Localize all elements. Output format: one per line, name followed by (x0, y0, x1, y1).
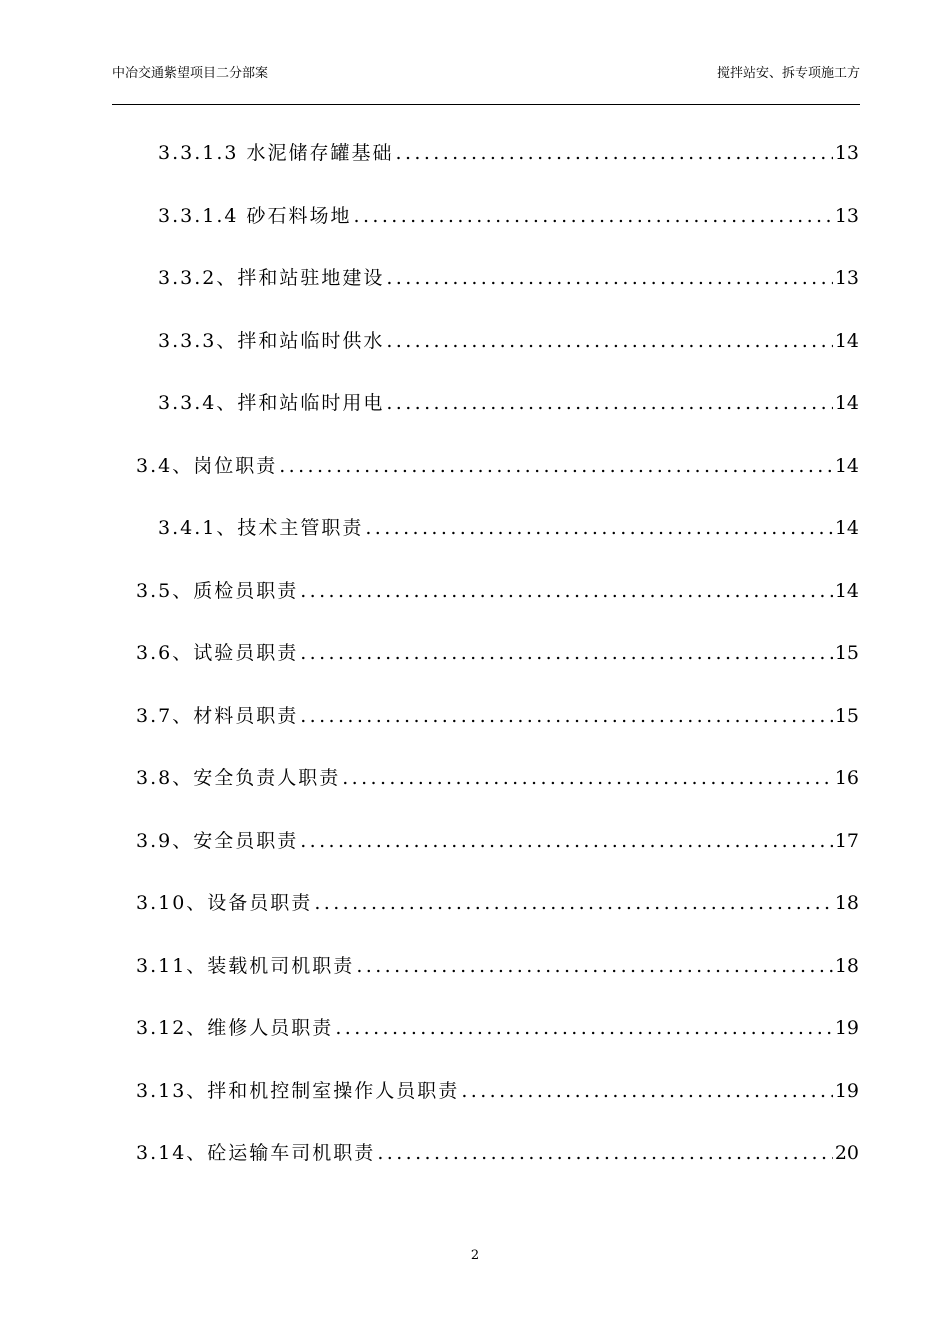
toc-entry[interactable] (136, 828, 859, 854)
toc-entry[interactable] (136, 703, 859, 729)
toc-dot-leader (377, 1140, 833, 1166)
toc-entry-page: 14 (834, 579, 859, 602)
page-number: 2 (470, 1248, 480, 1263)
toc-entry-label: 3.12、维修人员职责 (136, 1017, 334, 1039)
toc-entry-page: 16 (834, 767, 859, 789)
toc-dot-leader (386, 328, 832, 354)
toc-dot-leader (300, 703, 833, 729)
toc-dot-leader (354, 203, 833, 229)
toc-dot-leader (356, 953, 833, 979)
toc-entry-page: 15 (834, 642, 859, 664)
toc-entry[interactable] (136, 640, 859, 666)
toc-entry[interactable] (136, 890, 859, 916)
toc-dot-leader (386, 390, 832, 416)
toc-dot-leader (314, 890, 833, 916)
toc-entry-label: 3.3.1.4 砂石料场地 (158, 204, 352, 227)
toc-entry-page: 19 (834, 1079, 859, 1102)
toc-entry-page: 14 (834, 392, 859, 414)
toc-dot-leader (396, 140, 833, 166)
toc-entry[interactable] (158, 515, 859, 541)
toc-entry-page: 14 (834, 329, 859, 352)
toc-entry-label: 3.3.1.3 水泥储存罐基础 (158, 142, 394, 164)
toc-entry-label: 3.4、岗位职责 (136, 454, 278, 477)
toc-dot-leader (300, 578, 833, 604)
toc-entry-label: 3.3.3、拌和站临时供水 (158, 329, 385, 352)
toc-entry-page: 13 (834, 142, 859, 164)
toc-entry-page: 14 (834, 454, 859, 477)
toc-dot-leader (461, 1078, 833, 1104)
toc-entry-page: 17 (834, 829, 859, 852)
toc-entry-label: 3.5、质检员职责 (136, 579, 299, 602)
toc-entry-label: 3.3.2、拌和站驻地建设 (158, 267, 385, 289)
toc-dot-leader (279, 453, 833, 479)
toc-entry-label: 3.3.4、拌和站临时用电 (158, 392, 385, 414)
toc-entry[interactable] (158, 265, 859, 291)
toc-entry[interactable] (136, 578, 859, 604)
toc-entry[interactable] (158, 390, 859, 416)
toc-dot-leader (300, 640, 833, 666)
toc-entry[interactable] (136, 453, 859, 479)
toc-entry-page: 18 (834, 892, 859, 914)
toc-entry-page: 18 (834, 954, 859, 977)
toc-entry-label: 3.13、拌和机控制室操作人员职责 (136, 1079, 460, 1102)
toc-dot-leader (386, 265, 832, 291)
toc-entry-label: 3.9、安全员职责 (136, 829, 299, 852)
toc-dot-leader (300, 828, 833, 854)
toc-dot-leader (365, 515, 832, 541)
toc-entry-label: 3.11、装载机司机职责 (136, 954, 355, 977)
toc-dot-leader (342, 765, 833, 791)
toc-entry-label: 3.7、材料员职责 (136, 704, 299, 727)
toc-entry[interactable] (136, 1015, 859, 1041)
toc-dot-leader (335, 1015, 833, 1041)
header-project-name: 中冶交通紫望项目二分部案 (112, 66, 269, 81)
toc-entry-page: 20 (834, 1142, 859, 1164)
toc-entry[interactable] (136, 1078, 859, 1104)
toc-entry[interactable] (158, 328, 859, 354)
toc-entry[interactable] (136, 1140, 859, 1166)
toc-entry-label: 3.10、设备员职责 (136, 892, 313, 914)
header-document-title: 搅拌站安、拆专项施工方 (716, 66, 860, 81)
toc-entry-page: 19 (834, 1017, 859, 1039)
toc-entry[interactable] (158, 203, 859, 229)
toc-entry-label: 3.14、砼运输车司机职责 (136, 1142, 376, 1164)
toc-entry-page: 15 (834, 704, 859, 727)
page-header (112, 66, 860, 105)
toc-entry-label: 3.8、安全负责人职责 (136, 767, 341, 789)
toc-entry-page: 13 (834, 204, 859, 227)
toc-entry[interactable] (158, 140, 859, 166)
toc-entry-page: 13 (834, 267, 859, 289)
toc-entry-label: 3.6、试验员职责 (136, 642, 299, 664)
toc-entry[interactable] (136, 765, 859, 791)
toc-entry-label: 3.4.1、技术主管职责 (158, 517, 364, 539)
toc-entry-page: 14 (834, 517, 859, 539)
toc-entry[interactable] (136, 953, 859, 979)
